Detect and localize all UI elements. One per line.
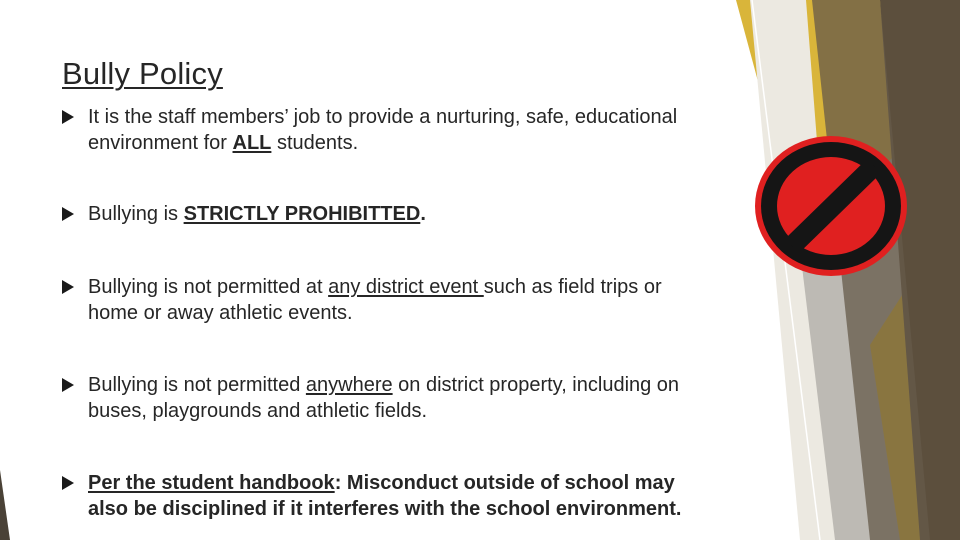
emphasis-all: ALL — [232, 132, 272, 154]
bullet-text: Bullying is STRICTLY PROHIBITTED. — [88, 203, 426, 225]
emphasis-anywhere: anywhere — [305, 374, 393, 396]
emphasis-student-handbook: Per the student handbook — [88, 472, 335, 494]
triangle-right-icon — [62, 378, 74, 392]
emphasis-any-district-event: any district event — [328, 276, 484, 298]
triangle-right-icon — [62, 280, 74, 294]
triangle-right-icon — [62, 207, 74, 221]
bullet-text: Bullying is not permitted anywhere on district property, including on buses, playgrounds and athletic fields. — [88, 374, 680, 422]
triangle-right-icon — [62, 476, 74, 490]
emphasis-strictly-prohibitted: STRICTLY PROHIBITTED — [183, 203, 421, 225]
left-accent-strip — [0, 470, 10, 540]
bullet-text: Bullying is not permitted at any district event such as field trips or home or away athletic events. — [88, 276, 662, 324]
triangle-right-icon — [62, 110, 74, 124]
prohibition-sign-icon — [746, 126, 916, 286]
bullet-text: It is the staff members’ job to provide a nurturing, safe, educational environment for ALL students. — [88, 106, 678, 154]
bullet-text: Per the student handbook: Misconduct outside of school may also be disciplined if it interferes with the school environment. — [88, 472, 682, 520]
slide-title: Bully Policy — [62, 56, 223, 91]
